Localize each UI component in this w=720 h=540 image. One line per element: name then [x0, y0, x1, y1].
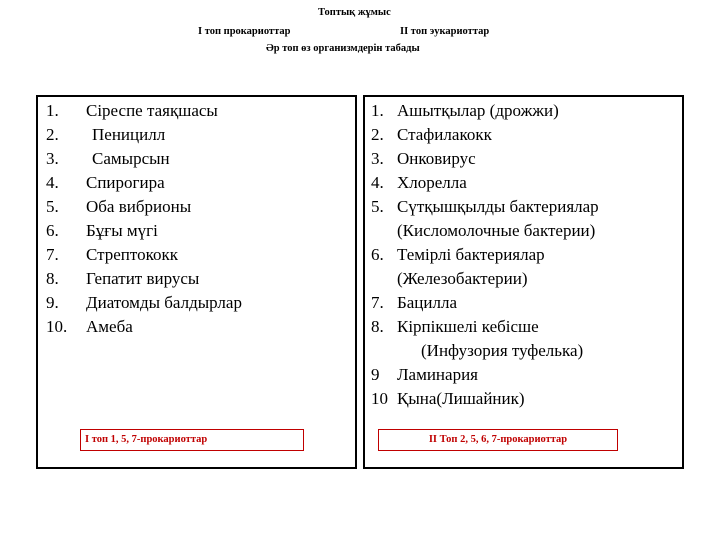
item-number: 10: [371, 389, 388, 408]
item-text: Стафилакокк: [397, 125, 492, 144]
item-text: Сіреспе таяқшасы: [86, 101, 218, 120]
page-title: Топтық жұмыс: [318, 7, 391, 18]
item-number: 6.: [46, 221, 59, 240]
item-text: Стрептококк: [86, 245, 179, 264]
item-number: 9: [371, 365, 380, 384]
item-text: Спирогира: [86, 173, 165, 192]
task-instruction: Әр топ өз организмдерін табады: [266, 43, 420, 54]
item-text: Темірлі бактериялар: [397, 245, 545, 264]
group2-answer-box: II Топ 2, 5, 6, 7-прокариоттар: [378, 429, 618, 451]
item-text: Хлорелла: [397, 173, 467, 192]
item-number: 7.: [371, 293, 384, 312]
item-text: Ашытқылар (дрожжи): [397, 101, 559, 120]
item-text-continuation: (Инфузория туфелька): [421, 341, 584, 360]
item-number: 4.: [46, 173, 59, 192]
item-text-continuation: (Кисломолочные бактерии): [397, 221, 596, 240]
item-text: Диатомды балдырлар: [86, 293, 242, 312]
item-text: Амеба: [86, 317, 133, 336]
item-number: 6.: [371, 245, 384, 264]
item-number: 2.: [46, 125, 59, 144]
group1-heading: I топ прокариоттар: [198, 26, 291, 37]
item-text-continuation: (Железобактерии): [397, 269, 528, 288]
right-organism-panel: [363, 95, 684, 469]
item-text: Гепатит вирусы: [86, 269, 200, 288]
item-number: 8.: [46, 269, 59, 288]
item-text: Пеницилл: [92, 125, 166, 144]
item-number: 8.: [371, 317, 384, 336]
item-text: Бацилла: [397, 293, 458, 312]
item-number: 1.: [46, 101, 59, 120]
item-number: 3.: [371, 149, 384, 168]
item-number: 9.: [46, 293, 59, 312]
item-number: 7.: [46, 245, 59, 264]
item-number: 10.: [46, 317, 68, 336]
item-number: 5.: [371, 197, 384, 216]
item-text: Қына(Лишайник): [397, 389, 525, 408]
item-text: Самырсын: [92, 149, 170, 168]
item-text: Ламинария: [397, 365, 478, 384]
item-number: 3.: [46, 149, 59, 168]
item-text: Онковирус: [397, 149, 476, 168]
item-number: 5.: [46, 197, 59, 216]
group2-heading: II топ эукариоттар: [400, 26, 490, 37]
item-text: Оба вибрионы: [86, 197, 192, 216]
group1-answer-box: I топ 1, 5, 7-прокариоттар: [80, 429, 304, 451]
item-text: Кірпікшелі кебісше: [397, 317, 539, 336]
left-organism-panel: [36, 95, 357, 469]
item-text: Сүтқышқылды бактериялар: [397, 197, 599, 216]
item-text: Бұғы мүгі: [86, 221, 158, 240]
item-number: 4.: [371, 173, 384, 192]
item-number: 2.: [371, 125, 384, 144]
item-number: 1.: [371, 101, 384, 120]
